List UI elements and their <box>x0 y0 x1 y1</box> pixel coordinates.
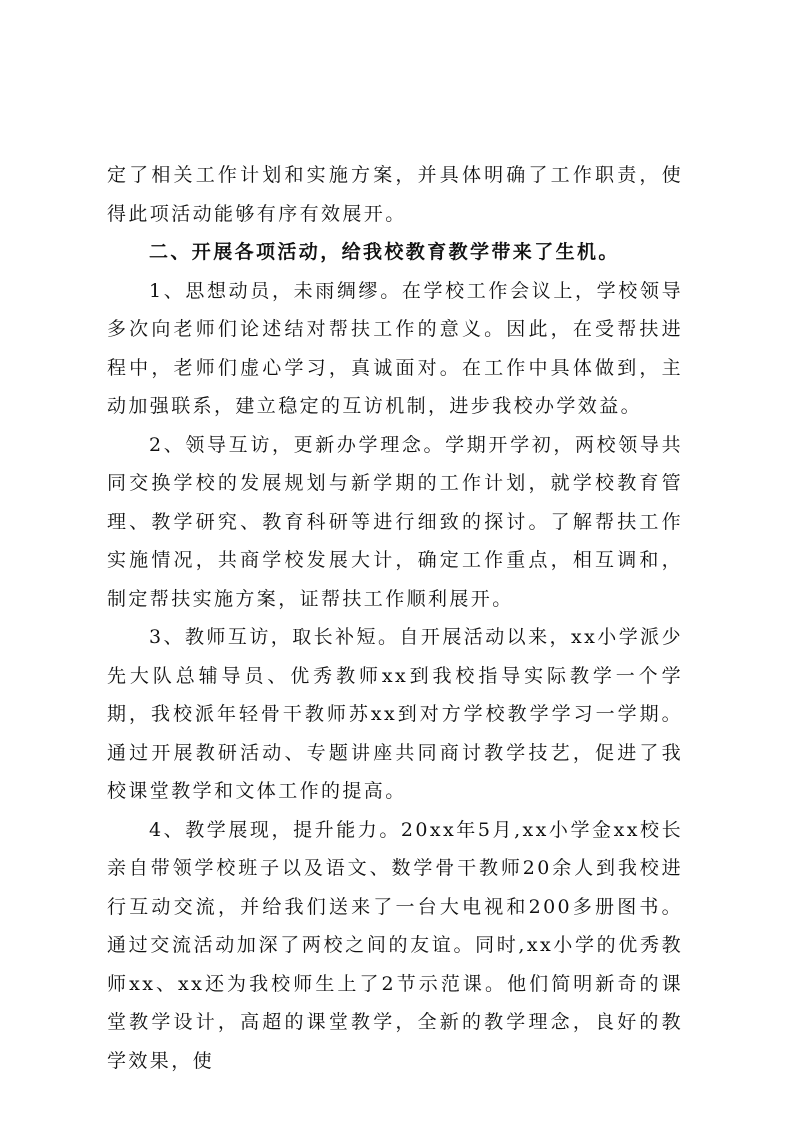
section-heading: 二、开展各项活动，给我校教育教学带来了生机。 <box>149 241 620 263</box>
paragraph-item-2: 2、领导互访，更新办学理念。学期开学初，两校领导共同交换学校的发展规划与新学期的工作计划，就学校教育管理、教学研究、教育科研等进行细致的探讨。了解帮扶工作实施情况，共商学校发展大计，确定工作重点，相互调和，制定帮扶实施方案，证帮扶工作顺利展开。 <box>107 433 683 610</box>
paragraph-intro-continuation: 定了相关工作计划和实施方案，并具体明确了工作职责，使得此项活动能够有序有效展开。 <box>107 164 683 225</box>
paragraph-item-1: 1、思想动员，未雨绸缪。在学校工作会议上，学校领导多次向老师们论述结对帮扶工作的意义。因此，在受帮扶进程中，老师们虚心学习，真诚面对。在工作中具体做到，主动加强联系，建立稳定的互访机制，进步我校办学效益。 <box>107 279 683 417</box>
paragraph-item-3: 3、教师互访，取长补短。自开展活动以来，xx小学派少先大队总辅导员、优秀教师xx到我校指导实际教学一个学期，我校派年轻骨干教师苏xx到对方学校教学学习一学期。通过开展教研活动、专题讲座共同商讨教学技艺，促进了我校课堂教学和文体工作的提高。 <box>107 626 683 802</box>
document-body <box>107 156 683 1080</box>
paragraph-item-4: 4、教学展现，提升能力。20xx年5月,xx小学金xx校长亲自带领学校班子以及语文、数学骨干教师20余人到我校进行互动交流，并给我们送来了一台大电视和200多册图书。通过交流活动加深了两校之间的友谊。同时,xx小学的优秀教师xx、xx还为我校师生上了2节示范课。他们简明新奇的课堂教学设计，高超的课堂教学，全新的教学理念，良好的教学效果，使 <box>107 818 683 1072</box>
